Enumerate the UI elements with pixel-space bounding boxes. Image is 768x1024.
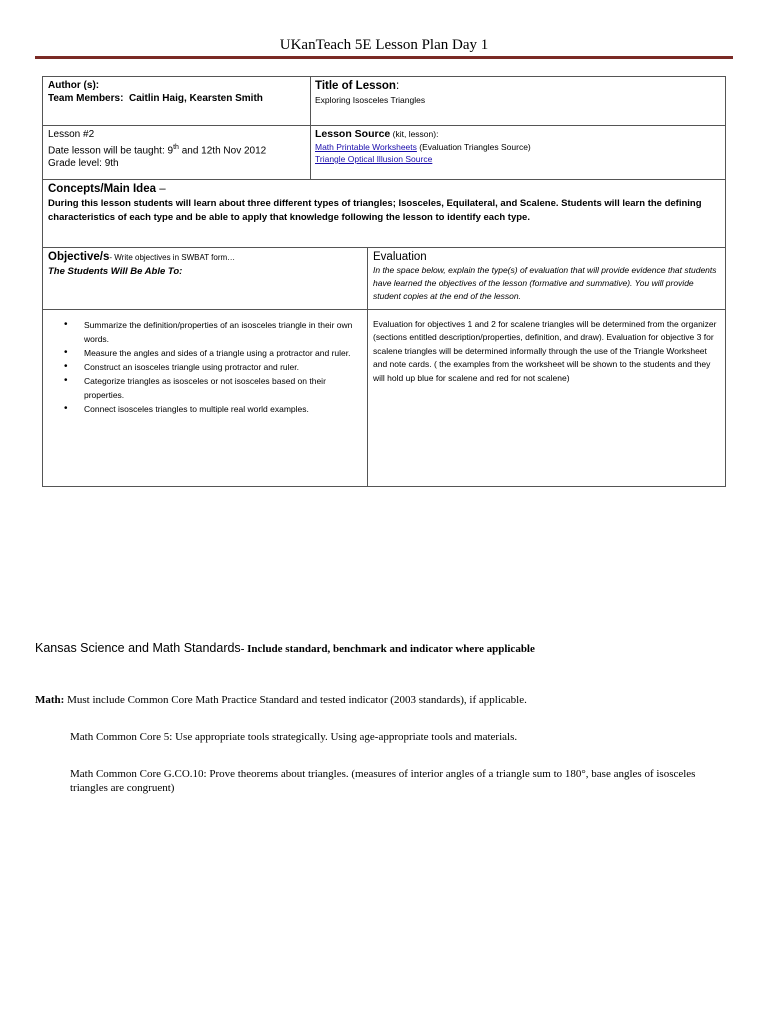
evaluation-instructions: In the space below, explain the type(s) of evaluation that will provide evidence that students have learned the objectives of the lesson (formative and summative). You will provide student copies at the end of the lesson. bbox=[373, 265, 717, 301]
col-divider bbox=[310, 76, 311, 179]
list-item: • Categorize triangles as isosceles or not isosceles based on their properties. bbox=[44, 374, 362, 402]
concepts-dash: – bbox=[156, 183, 166, 195]
grade-level: Grade level: 9th bbox=[48, 158, 119, 170]
row-divider bbox=[42, 179, 726, 180]
math-paragraph bbox=[35, 693, 735, 707]
math-label: Math: bbox=[35, 694, 65, 706]
standards-heading-title: Kansas Science and Math Standards bbox=[35, 641, 241, 655]
lesson-number: Lesson #2 bbox=[48, 129, 95, 140]
team-label: Team Members: bbox=[48, 93, 124, 104]
lesson-title-colon: : bbox=[395, 80, 400, 92]
objective-sub: - Write objectives in SWBAT form… bbox=[109, 253, 236, 262]
page-title: UKanTeach 5E Lesson Plan Day 1 bbox=[279, 37, 489, 53]
list-item: • Connect isosceles triangles to multiple real world examples. bbox=[44, 402, 362, 416]
author-label: Author (s): bbox=[48, 80, 100, 91]
lesson-source-sub: (kit, lesson): bbox=[390, 129, 439, 139]
list-item: • Measure the angles and sides of a triangle using a protractor and ruler. bbox=[44, 346, 362, 360]
objectives-list-cell bbox=[44, 318, 362, 416]
objectives-list bbox=[44, 318, 362, 416]
lesson-source-label: Lesson Source bbox=[315, 128, 391, 140]
objective-label: Objective/s bbox=[48, 251, 110, 263]
list-item: • Summarize the definition/properties of an isosceles triangle in their own words. bbox=[44, 318, 362, 346]
concepts-text: During this lesson students will learn about three different types of triangles; Isosceles, Equilateral, and Scalene. Students will learn the defining characteristics of each type and be able to apply that knowledge following the lesson to identify each type. bbox=[48, 198, 702, 223]
math-worksheets-link[interactable]: Math Printable Worksheets bbox=[315, 142, 417, 152]
row-divider bbox=[42, 247, 726, 248]
lesson-source-cell bbox=[315, 128, 720, 165]
col-divider bbox=[367, 247, 368, 487]
common-core-gco10: Math Common Core G.CO.10: Prove theorems about triangles. (measures of interior angles of a triangle sum to 180°, base angles of isosceles triangles are congruent) bbox=[70, 768, 696, 794]
row-divider bbox=[42, 125, 726, 126]
standards-heading-sub: - Include standard, benchmark and indicator where applicable bbox=[240, 643, 535, 655]
evaluation-header-cell bbox=[373, 250, 720, 303]
concepts-cell bbox=[48, 182, 720, 225]
list-item: • Construct an isosceles triangle using protractor and ruler. bbox=[44, 360, 362, 374]
lesson-title-value: Exploring Isosceles Triangles bbox=[315, 95, 426, 105]
team-members: Caitlin Haig, Kearsten Smith bbox=[128, 93, 263, 104]
title-cell bbox=[315, 79, 720, 106]
title-divider bbox=[35, 56, 733, 59]
author-cell bbox=[48, 79, 306, 105]
math-text: Must include Common Core Math Practice Standard and tested indicator (2003 standards), if applicable. bbox=[64, 694, 527, 706]
swbat-label: The Students Will Be Able To: bbox=[48, 266, 183, 277]
evaluation-label: Evaluation bbox=[373, 251, 427, 263]
objective-header-cell bbox=[48, 250, 362, 278]
row-divider bbox=[42, 309, 726, 310]
common-core-5: Math Common Core 5: Use appropriate tools strategically. Using age-appropriate tools and materials. bbox=[70, 731, 518, 743]
lesson-info-cell bbox=[48, 128, 306, 170]
lesson-date: Date lesson will be taught: 9th and 12th Nov 2012 bbox=[48, 144, 267, 157]
evaluation-text: Evaluation for objectives 1 and 2 for scalene triangles will be determined from the organizer (sections entitled description/properties, definition, and draw). Evaluation for objective 3 for scalene triangles will be determined informally through the use of the Triangle Worksheet and note cards. ( the examples from the worksheet will be shown to the students and they will hold up blue for scalene and red for not scalene) bbox=[373, 319, 717, 383]
standards-heading bbox=[35, 641, 535, 655]
lesson-title-label: Title of Lesson bbox=[315, 80, 396, 92]
link1-note: (Evaluation Triangles Source) bbox=[416, 142, 531, 152]
optical-illusion-link[interactable]: Triangle Optical Illusion Source bbox=[315, 154, 433, 164]
concepts-label: Concepts/Main Idea bbox=[48, 183, 156, 195]
